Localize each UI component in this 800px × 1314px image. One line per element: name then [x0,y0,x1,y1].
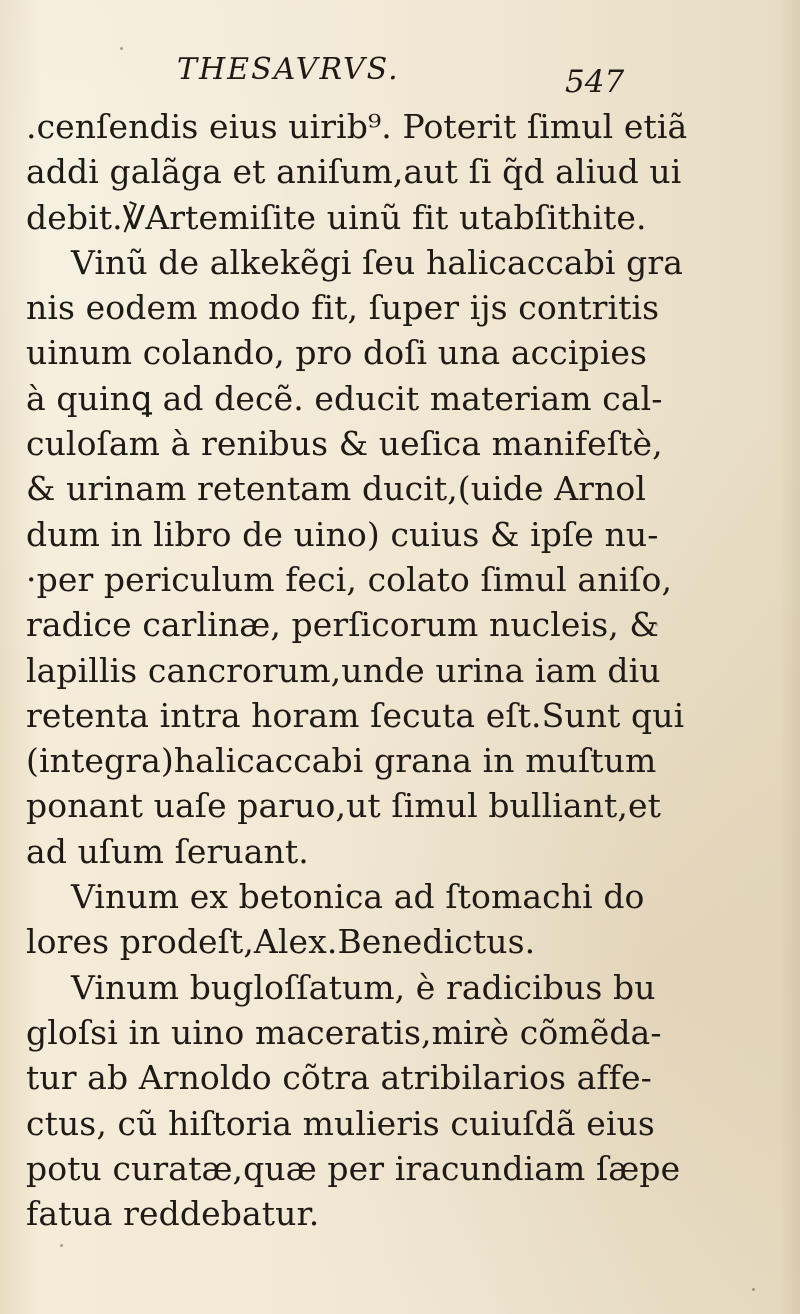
text-line: (integra)halicaccabi grana in muſtum [26,741,657,781]
text-line: debit.℣Artemiſite uinũ fit utabſithite. [26,197,647,237]
text-line: .cenſendis eius uirib⁹. Poterit ſimul etiã [26,107,688,146]
paper-speck [60,1244,63,1247]
text-line: tur ab Arnoldo cõtra atribilarios affe- [26,1058,652,1098]
text-line: Vinũ de alkekẽgi ſeu halicaccabi gra [71,242,684,282]
text-line: ·per periculum feci, colato ſimul aniſo, [26,559,673,599]
running-title: THESAVRVS. [177,52,400,87]
text-line: fatua reddebatur. [26,1194,320,1234]
paper-speck [120,47,123,50]
page-number: 547 [565,64,625,100]
text-line: uinum colando, pro doſi una accipies [26,333,648,373]
text-line: lores prodeſt,Alex.Benedictus. [26,922,536,962]
text-line: Vinum bugloſſatum, è radicibus bu [71,967,656,1007]
text-line: radice carlinæ, perſicorum nucleis, & [26,605,659,645]
text-line: culoſam à renibus & ueſica manifeſtè, [26,424,663,464]
paper-speck [752,1288,755,1291]
text-line: gloſsi in uino maceratis,mirè cõmẽda- [26,1012,662,1052]
main-text [26,104,688,1236]
page-header [0,52,800,102]
text-line: ad uſum ſeruant. [26,831,309,871]
text-line: potu curatæ,quæ per iracundiam ſæpe [26,1148,681,1188]
text-line: ponant uaſe paruo,ut ſimul bulliant,et [26,786,661,826]
paper-speck [655,623,658,626]
text-line: Vinum ex betonica ad ſtomachi do [71,877,645,917]
text-line: & urinam retentam ducit,(uide Arnol [26,469,646,509]
text-line: retenta intra horam ſecuta eſt.Sunt qui [26,695,685,735]
page-edge-shadow [780,0,800,1314]
text-line: ctus, cũ hiſtoria mulieris cuiuſdã eius [26,1103,655,1143]
text-line: nis eodem modo fit, ſuper ijs contritis [26,288,660,328]
text-line: addi galãga et aniſum,aut ſi q̃d aliud ui [26,152,682,192]
text-line: à quinꝗ ad decẽ. educit materiam cal- [26,378,663,418]
text-line: lapillis cancrorum,unde urina iam diu [26,650,661,690]
text-line: dum in libro de uino) cuius & ipſe nu- [26,514,659,554]
